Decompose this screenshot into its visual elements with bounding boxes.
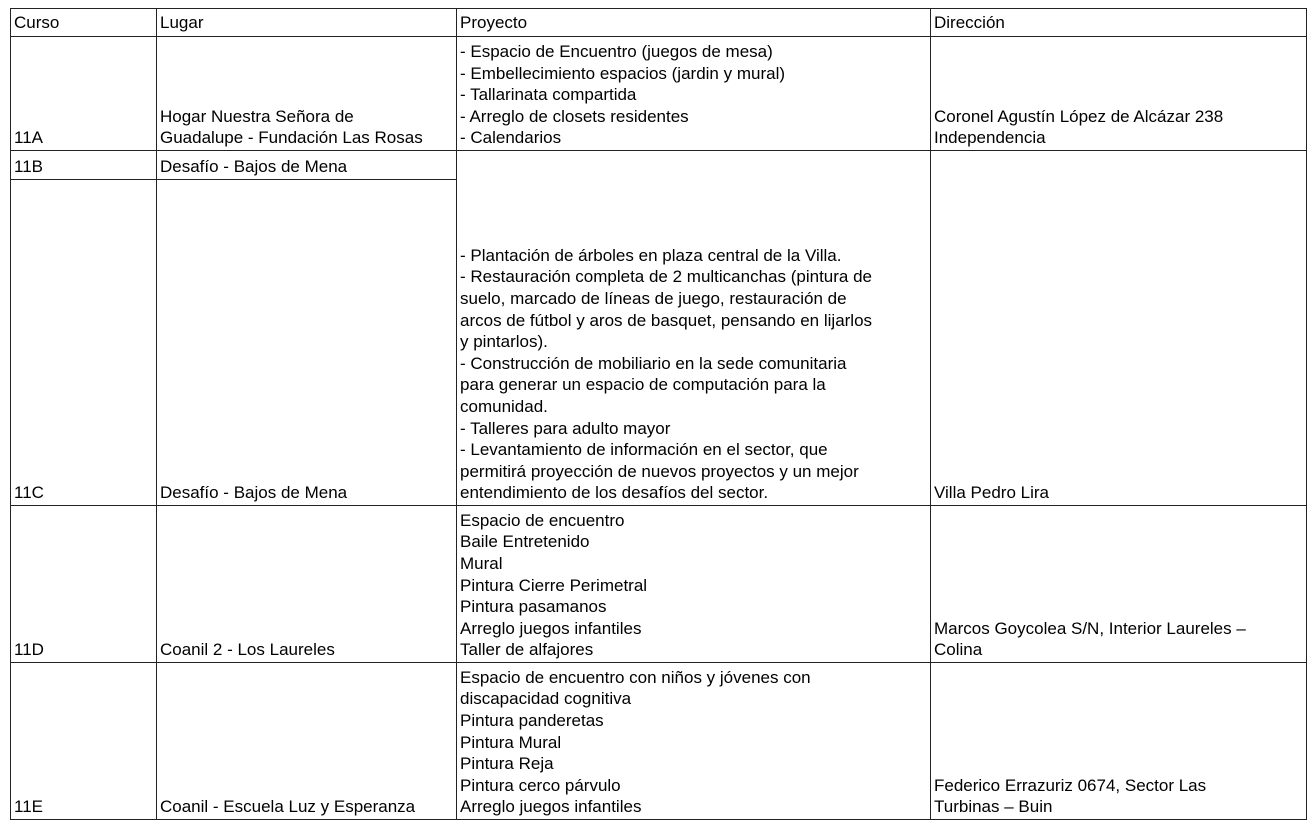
curso-cell: 11D (11, 506, 157, 663)
curso-cell: 11C (11, 180, 157, 506)
table-row (11, 663, 1307, 820)
curso-cell: 11B (11, 151, 157, 180)
proyecto-line: - Tallarinata compartida (460, 85, 637, 105)
proyecto-line: - Embellecimiento espacios (jardin y mural) (460, 63, 786, 83)
proyecto-line: Pintura Mural (460, 732, 562, 752)
lugar-line: Desafío - Bajos de Mena (160, 483, 348, 503)
lugar-cell (157, 506, 457, 663)
proyecto-line: para generar un espacio de computación para la (460, 375, 826, 395)
proyecto-line: Pintura cerco párvulo (460, 775, 621, 795)
direccion-line: Turbinas – Buin (934, 797, 1053, 817)
table-row (11, 37, 1307, 151)
direccion-line: Colina (934, 640, 983, 660)
projects-table (10, 8, 1307, 820)
proyecto-line: - Talleres para adulto mayor (460, 418, 671, 438)
proyecto-line: Arreglo juegos infantiles (460, 618, 642, 638)
direccion-cell (931, 663, 1307, 820)
proyecto-line: Pintura Cierre Perimetral (460, 575, 648, 595)
proyecto-cell (457, 37, 931, 151)
proyecto-line: Arreglo juegos infantiles (460, 797, 642, 817)
curso-cell: 11E (11, 663, 157, 820)
proyecto-line: Pintura Reja (460, 754, 554, 774)
proyecto-line: - Construcción de mobiliario en la sede comunitaria (460, 353, 847, 373)
proyecto-cell (457, 663, 931, 820)
proyecto-line: Espacio de encuentro (460, 510, 625, 530)
proyecto-line: Pintura panderetas (460, 711, 604, 731)
header-proyecto: Proyecto (457, 9, 931, 37)
direccion-line: Federico Errazuriz 0674, Sector Las (934, 775, 1207, 795)
direccion-line: Villa Pedro Lira (934, 483, 1049, 503)
lugar-cell (157, 37, 457, 151)
proyecto-line: - Espacio de Encuentro (juegos de mesa) (460, 42, 773, 62)
proyecto-line: entendimiento de los desafíos del sector. (460, 483, 769, 503)
proyecto-line: - Plantación de árboles en plaza central de la Villa. (460, 245, 842, 265)
proyecto-line: - Restauración completa de 2 multicanchas (pintura de (460, 267, 872, 287)
direccion-line: Coronel Agustín López de Alcázar 238 (934, 106, 1224, 126)
lugar-cell (157, 663, 457, 820)
proyecto-line: - Levantamiento de información en el sector, que (460, 440, 828, 460)
lugar-cell (157, 180, 457, 506)
proyecto-line: arcos de fútbol y aros de basquet, pensando en lijarlos (460, 310, 873, 330)
proyecto-line: Pintura pasamanos (460, 597, 607, 617)
lugar-cell (157, 151, 457, 180)
direccion-cell (931, 506, 1307, 663)
table-row (11, 151, 1307, 180)
direccion-line: Independencia (934, 128, 1046, 148)
header-row (11, 9, 1307, 37)
proyecto-cell (457, 506, 931, 663)
direccion-line: Marcos Goycolea S/N, Interior Laureles – (934, 618, 1246, 638)
proyecto-line: Espacio de encuentro con niños y jóvenes con (460, 667, 811, 687)
proyecto-line: suelo, marcado de líneas de juego, restauración de (460, 289, 847, 309)
lugar-line: Hogar Nuestra Señora de (160, 106, 354, 126)
proyecto-line: Taller de alfajores (460, 640, 594, 660)
proyecto-line: comunidad. (460, 397, 548, 417)
proyecto-line: - Calendarios (460, 128, 562, 148)
proyecto-line: discapacidad cognitiva (460, 689, 632, 709)
proyecto-line: - Arreglo de closets residentes (460, 106, 689, 126)
table-row (11, 506, 1307, 663)
lugar-line: Coanil 2 - Los Laureles (160, 640, 335, 660)
header-lugar: Lugar (157, 9, 457, 37)
curso-cell: 11A (11, 37, 157, 151)
proyecto-line: permitirá proyección de nuevos proyectos y un mejor (460, 461, 859, 481)
proyecto-line: Mural (460, 554, 503, 574)
lugar-line: Desafío - Bajos de Mena (160, 157, 348, 177)
direccion-cell (931, 37, 1307, 151)
proyecto-cell (457, 151, 931, 506)
header-direccion: Dirección (931, 9, 1307, 37)
proyecto-line: y pintarlos). (460, 332, 548, 352)
direccion-cell (931, 151, 1307, 506)
header-curso: Curso (11, 9, 157, 37)
lugar-line: Coanil - Escuela Luz y Esperanza (160, 797, 416, 817)
proyecto-line: Baile Entretenido (460, 532, 590, 552)
lugar-line: Guadalupe - Fundación Las Rosas (160, 128, 423, 148)
